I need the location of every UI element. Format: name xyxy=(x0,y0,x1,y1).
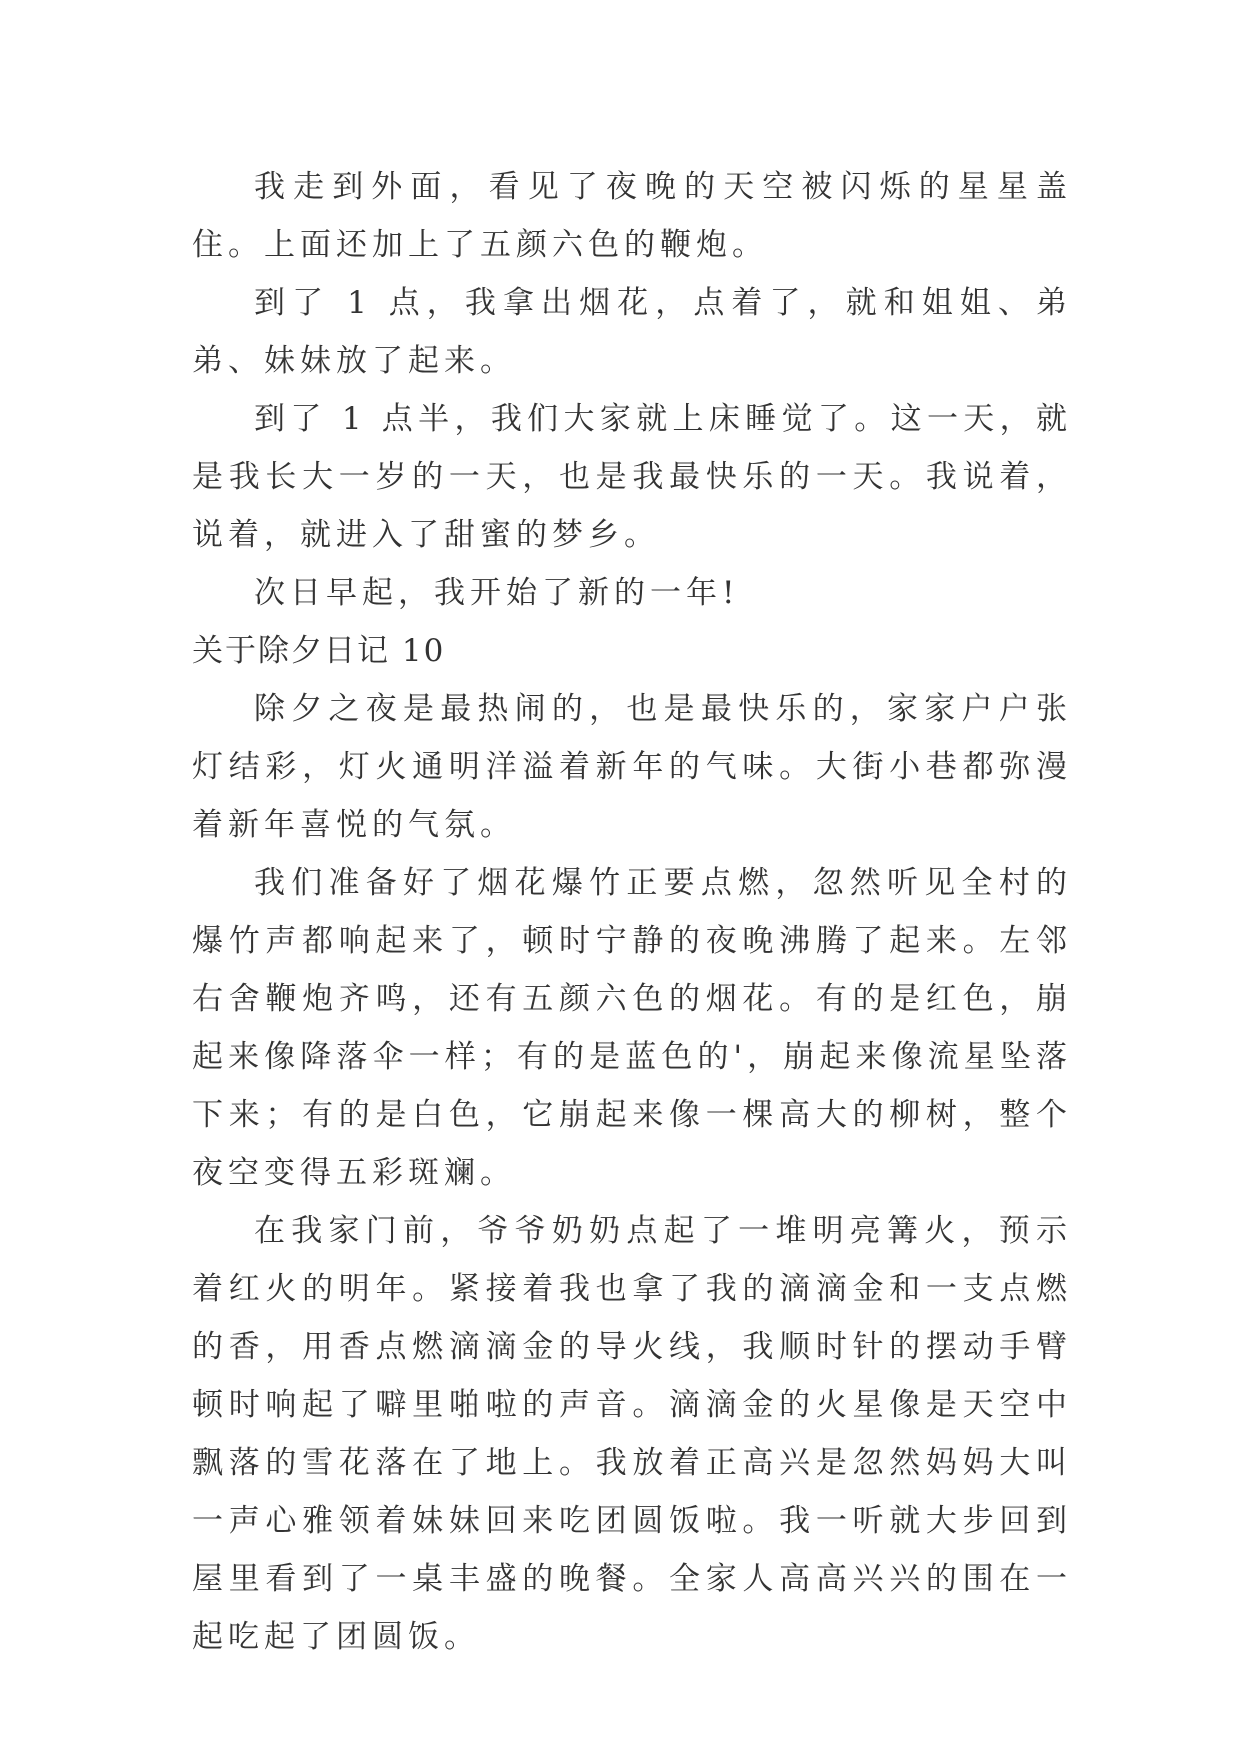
paragraph: 次日早起，我开始了新的一年! xyxy=(254,575,740,611)
paragraph: 我们准备好了烟花爆竹正要点燃，忽然听见全村的爆竹声都响起来了，顿时宁静的夜晚沸腾了起来。左邻右舍鞭炮齐鸣，还有五颜六色的烟花。有的是红色，崩起来像降落伞一样；有的是蓝色的'，崩起来像流星坠落下来；有的是白色，它崩起来像一棵高大的柳树，整个夜空变得五彩斑斓。 xyxy=(192,865,1072,1191)
paragraph: 到了 1 点半，我们大家就上床睡觉了。这一天，就是我长大一岁的一天，也是我最快乐的一天。我说着，说着，就进入了甜蜜的梦乡。 xyxy=(192,401,1072,553)
document-body xyxy=(192,158,1072,1666)
paragraph: 除夕之夜是最热闹的，也是最快乐的，家家户户张灯结彩，灯火通明洋溢着新年的气味。大街小巷都弥漫着新年喜悦的气氛。 xyxy=(192,691,1072,843)
paragraph: 在我家门前，爷爷奶奶点起了一堆明亮篝火，预示着红火的明年。紧接着我也拿了我的滴滴金和一支点燃的香，用香点燃滴滴金的导火线，我顺时针的摆动手臂顿时响起了噼里啪啦的声音。滴滴金的火星像是天空中飘落的雪花落在了地上。我放着正高兴是忽然妈妈大叫一声心雅领着妹妹回来吃团圆饭啦。我一听就大步回到屋里看到了一桌丰盛的晚餐。全家人高高兴兴的围在一起吃起了团圆饭。 xyxy=(192,1213,1072,1655)
paragraph: 我走到外面，看见了夜晚的天空被闪烁的星星盖住。上面还加上了五颜六色的鞭炮。 xyxy=(192,169,1072,263)
paragraph: 到了 1 点，我拿出烟花，点着了，就和姐姐、弟弟、妹妹放了起来。 xyxy=(192,285,1072,379)
section-heading: 关于除夕日记 10 xyxy=(192,633,446,669)
